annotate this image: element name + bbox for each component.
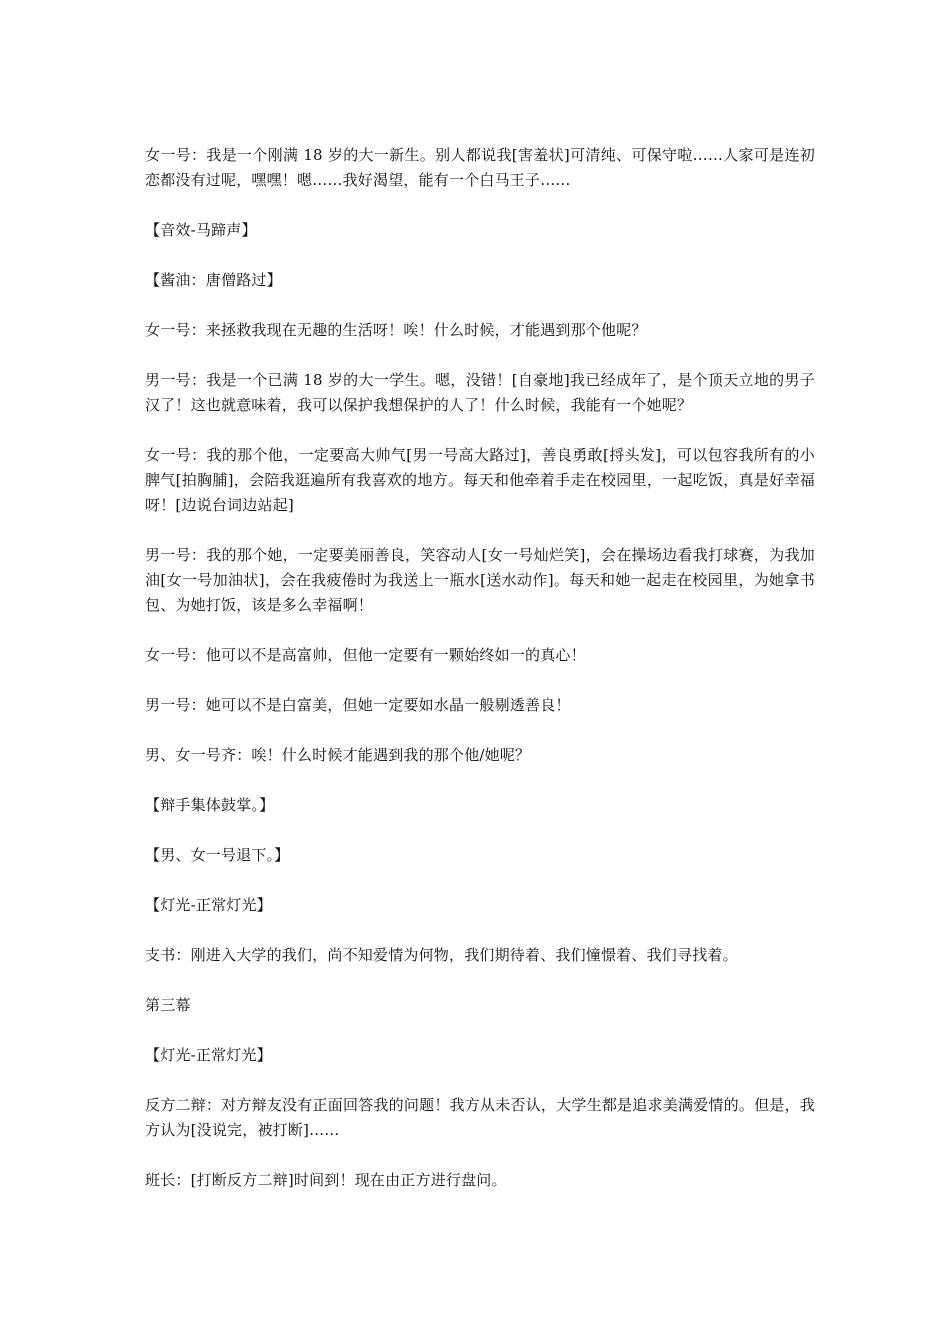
- paragraph-6: 女一号：我的那个他，一定要高大帅气[男一号高大路过]，善良勇敢[捋头发]，可以包容我所有的小脾气[拍胸脯]，会陪我逛遍所有我喜欢的地方。每天和他牵着手走在校园里，一起吃饭，真是好幸福呀！[边说台词边站起]: [145, 446, 815, 514]
- paragraph-11: 【辩手集体鼓掌。】: [145, 796, 275, 814]
- paragraph-14: 支书：刚进入大学的我们，尚不知爱情为何物，我们期待着、我们憧憬着、我们寻找着。: [145, 946, 738, 964]
- paragraph-1: 女一号：我是一个刚满 18 岁的大一新生。别人都说我[害羞状]可清纯、可保守啦……人家可是连初恋都没有过呢，嘿嘿！嗯……我好渴望，能有一个白马王子……: [145, 146, 815, 189]
- paragraph-5: 男一号：我是一个已满 18 岁的大一学生。嗯，没错！[自豪地]我已经成年了，是个顶天立地的男子汉了！这也就意味着，我可以保护我想保护的人了！什么时候，我能有一个她呢？: [145, 371, 815, 414]
- paragraph-10: 男、女一号齐：唉！什么时候才能遇到我的那个他/她呢？: [145, 746, 531, 764]
- paragraph-17: 反方二辩：对方辩友没有正面回答我的问题！我方从未否认，大学生都是追求美满爱情的。但是，我方认为[没说完，被打断]……: [145, 1096, 815, 1139]
- paragraph-4: 女一号：来拯救我现在无趣的生活呀！唉！什么时候，才能遇到那个他呢？: [145, 321, 647, 339]
- paragraph-16: 【灯光-正常灯光】: [145, 1046, 272, 1064]
- paragraph-15: 第三幕: [145, 996, 191, 1014]
- paragraph-7: 男一号：我的那个她，一定要美丽善良，笑容动人[女一号灿烂笑]，会在操场边看我打球赛，为我加油[女一号加油状]，会在我疲倦时为我送上一瓶水[送水动作]。每天和她一起走在校园里，为她拿书包、为她打饭，该是多么幸福啊！: [145, 546, 815, 614]
- document-body: [145, 143, 815, 1218]
- paragraph-2: 【音效-马蹄声】: [145, 221, 257, 239]
- paragraph-18: 班长：[打断反方二辩]时间到！现在由正方进行盘问。: [145, 1171, 507, 1189]
- paragraph-13: 【灯光-正常灯光】: [145, 896, 272, 914]
- paragraph-8: 女一号：他可以不是高富帅，但他一定要有一颗始终如一的真心！: [145, 646, 586, 664]
- paragraph-9: 男一号：她可以不是白富美，但她一定要如水晶一般剔透善良！: [145, 696, 571, 714]
- paragraph-12: 【男、女一号退下。】: [145, 846, 290, 864]
- paragraph-3: 【酱油：唐僧路过】: [145, 271, 282, 289]
